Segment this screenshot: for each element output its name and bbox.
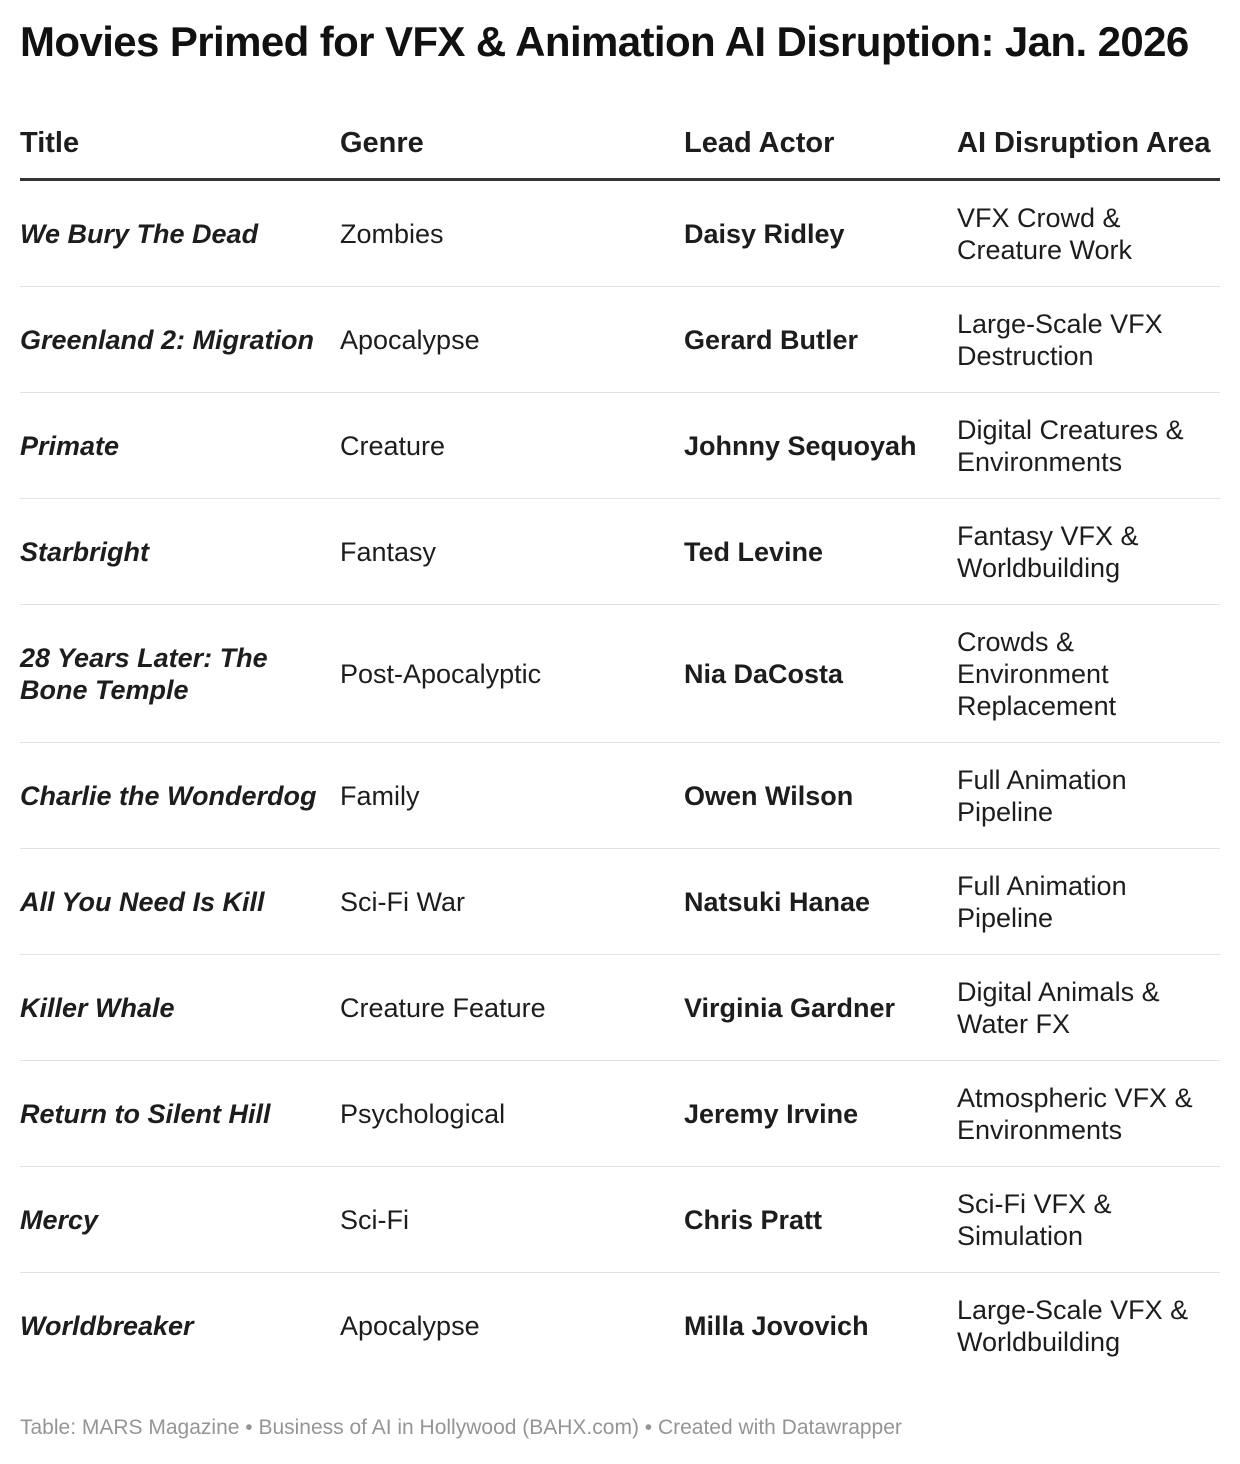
table-row xyxy=(20,955,1220,1061)
cell-title: Mercy xyxy=(20,1167,340,1273)
data-table xyxy=(20,108,1220,1378)
cell-lead-actor: Owen Wilson xyxy=(684,743,957,849)
table-row xyxy=(20,1167,1220,1273)
cell-title: Killer Whale xyxy=(20,955,340,1061)
table-row xyxy=(20,1273,1220,1379)
cell-genre: Post-Apocalyptic xyxy=(340,605,684,743)
cell-ai-disruption-area: Fantasy VFX & Worldbuilding xyxy=(957,499,1220,605)
cell-ai-disruption-area: VFX Crowd & Creature Work xyxy=(957,180,1220,287)
cell-genre: Zombies xyxy=(340,180,684,287)
cell-ai-disruption-area: Atmospheric VFX & Environments xyxy=(957,1061,1220,1167)
column-header-title: Title xyxy=(20,108,340,180)
column-header-lead-actor: Lead Actor xyxy=(684,108,957,180)
cell-lead-actor: Gerard Butler xyxy=(684,287,957,393)
table-row xyxy=(20,393,1220,499)
cell-genre: Sci-Fi xyxy=(340,1167,684,1273)
table-row xyxy=(20,743,1220,849)
table-row xyxy=(20,287,1220,393)
table-row xyxy=(20,499,1220,605)
table-row xyxy=(20,180,1220,287)
column-header-ai-disruption-area: AI Disruption Area xyxy=(957,108,1220,180)
cell-title: We Bury The Dead xyxy=(20,180,340,287)
cell-ai-disruption-area: Crowds & Environment Replacement xyxy=(957,605,1220,743)
cell-genre: Creature Feature xyxy=(340,955,684,1061)
cell-title: All You Need Is Kill xyxy=(20,849,340,955)
cell-ai-disruption-area: Large-Scale VFX Destruction xyxy=(957,287,1220,393)
cell-title: 28 Years Later: The Bone Temple xyxy=(20,605,340,743)
cell-lead-actor: Johnny Sequoyah xyxy=(684,393,957,499)
cell-ai-disruption-area: Large-Scale VFX & Worldbuilding xyxy=(957,1294,1189,1357)
cell-title: Return to Silent Hill xyxy=(20,1061,340,1167)
cell-title: Charlie the Wonderdog xyxy=(20,743,340,849)
cell-genre: Apocalypse xyxy=(340,1310,480,1341)
cell-lead-actor: Ted Levine xyxy=(684,499,957,605)
cell-lead-actor: Natsuki Hanae xyxy=(684,849,957,955)
cell-ai-disruption-area: Sci-Fi VFX & Simulation xyxy=(957,1167,1220,1273)
cell-title: Greenland 2: Migration xyxy=(20,287,340,393)
table-header-row xyxy=(20,108,1220,180)
cell-ai-disruption-area: Digital Animals & Water FX xyxy=(957,955,1220,1061)
cell-genre: Creature xyxy=(340,393,684,499)
cell-lead-actor: Chris Pratt xyxy=(684,1167,957,1273)
cell-genre: Family xyxy=(340,743,684,849)
cell-title: Starbright xyxy=(20,499,340,605)
cell-ai-disruption-area: Full Animation Pipeline xyxy=(957,743,1220,849)
page-title: Movies Primed for VFX & Animation AI Disruption: Jan. 2026 xyxy=(20,18,1189,65)
cell-genre: Fantasy xyxy=(340,499,684,605)
cell-genre: Apocalypse xyxy=(340,287,684,393)
cell-ai-disruption-area: Full Animation Pipeline xyxy=(957,849,1220,955)
cell-genre: Sci-Fi War xyxy=(340,849,684,955)
source-footer: Table: MARS Magazine • Business of AI in Hollywood (BAHX.com) • Created with Datawrapper xyxy=(20,1416,902,1439)
cell-title: Worldbreaker xyxy=(20,1310,194,1341)
table-row xyxy=(20,1061,1220,1167)
cell-genre: Psychological xyxy=(340,1061,684,1167)
cell-ai-disruption-area: Digital Creatures & Environments xyxy=(957,393,1220,499)
column-header-genre: Genre xyxy=(340,108,684,180)
table-row xyxy=(20,605,1220,743)
cell-title: Primate xyxy=(20,393,340,499)
cell-lead-actor: Virginia Gardner xyxy=(684,955,957,1061)
cell-lead-actor: Milla Jovovich xyxy=(684,1310,869,1341)
cell-lead-actor: Daisy Ridley xyxy=(684,180,957,287)
cell-lead-actor: Jeremy Irvine xyxy=(684,1061,957,1167)
table-row xyxy=(20,849,1220,955)
cell-lead-actor: Nia DaCosta xyxy=(684,605,957,743)
